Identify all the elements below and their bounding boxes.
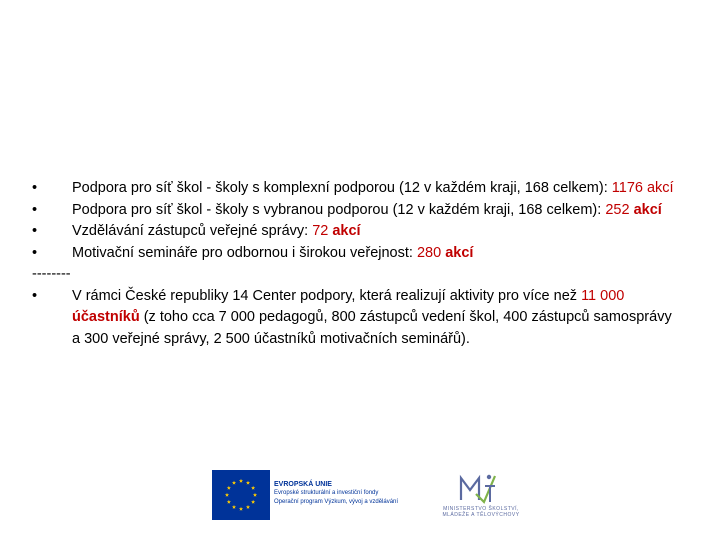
highlight-segment: akcí — [633, 201, 662, 218]
highlight-segment: 11 000 — [581, 287, 625, 304]
eu-star-icon — [227, 486, 231, 490]
bullet-icon: • — [32, 244, 38, 261]
separator-line: -------- — [32, 266, 71, 282]
bullet-text — [72, 202, 662, 218]
bullet-icon: • — [32, 223, 38, 239]
highlight-segment: 72 — [312, 223, 329, 239]
msmt-emblem-icon — [458, 472, 498, 506]
eu-star-icon — [225, 493, 229, 497]
eu-star-icon — [239, 507, 243, 511]
bullet-icon: • — [32, 180, 38, 196]
bullet-text — [72, 223, 361, 239]
text-segment: V rámci České republiky 14 Center podpory, která realizují aktivity pro více než — [72, 287, 582, 304]
bullet-icon: • — [32, 287, 38, 304]
bullet-icon: • — [32, 201, 38, 218]
bullet-item — [32, 243, 682, 265]
eu-logo-title: EVROPSKÁ UNIE — [274, 481, 332, 488]
highlight-segment: akcí — [445, 244, 474, 261]
highlight-segment: 280 — [416, 244, 442, 261]
bullet-item — [32, 286, 682, 351]
eu-star-icon — [227, 500, 231, 504]
bullet-text — [72, 245, 473, 261]
bullet-item — [32, 200, 682, 222]
slide-content — [32, 178, 682, 350]
eu-star-icon — [232, 505, 236, 509]
text-segment: Motivační semináře pro odbornou i širokou veřejnost: — [72, 244, 417, 261]
bullet-item — [32, 178, 682, 200]
eu-star-icon — [232, 481, 236, 485]
footer-logos — [212, 470, 522, 522]
eu-stars-icon — [212, 470, 270, 520]
msmt-logo — [440, 470, 522, 522]
eu-star-icon — [251, 486, 255, 490]
bullet-item — [32, 221, 682, 243]
eu-logo-program: Operační program Výzkum, vývoj a vzdělávání — [274, 499, 399, 505]
eu-star-icon — [239, 479, 243, 483]
eu-star-icon — [246, 481, 250, 485]
bullet-text — [72, 288, 672, 347]
bullet-list-secondary — [32, 286, 682, 351]
eu-star-icon — [246, 505, 250, 509]
eu-logo-subtitle: Evropské strukturální a investiční fondy — [274, 490, 379, 496]
eu-star-icon — [251, 500, 255, 504]
highlight-segment: účastníků — [72, 309, 140, 325]
text-segment: Podpora pro síť škol - školy s komplexní podporou (12 v každém kraji, 168 celkem): — [72, 180, 612, 196]
text-segment: Podpora pro síť škol - školy s vybranou podporou (12 v každém kraji, 168 celkem): — [72, 201, 606, 218]
eu-logo — [212, 470, 438, 520]
highlight-segment: akcí — [332, 223, 361, 239]
msmt-caption: MINISTERSTVO ŠKOLSTVÍ, MLÁDEŽE A TĚLOVÝCHOVY — [442, 506, 520, 518]
highlight-segment: 1176 akcí — [611, 180, 674, 196]
text-segment: Vzdělávání zástupců veřejné správy: — [72, 223, 313, 239]
eu-star-icon — [253, 493, 257, 497]
bullet-list — [32, 178, 682, 264]
bullet-text — [72, 180, 674, 196]
highlight-segment: 252 — [605, 201, 630, 218]
text-segment: (z toho cca 7 000 pedagogů, 800 zástupců vedení škol, 400 zástupců samosprávy a 300 veřejné správy, 2 500 účastníků motivačních seminářů). — [72, 309, 672, 347]
eu-logo-text — [274, 480, 444, 507]
